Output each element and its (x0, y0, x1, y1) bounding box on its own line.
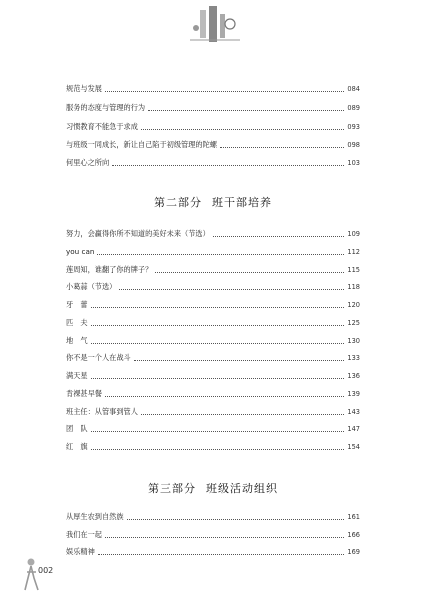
toc-page: 098 (347, 141, 360, 149)
toc-title: 服务的态度与管理的行为 (66, 103, 146, 112)
leader-dots (127, 519, 345, 520)
leader-dots (213, 236, 345, 237)
toc-page: 089 (347, 104, 360, 112)
toc-page: 169 (347, 548, 360, 556)
toc-entry[interactable] (66, 139, 360, 151)
leader-dots (91, 378, 345, 379)
leader-dots (98, 554, 345, 555)
toc-title: 红 旗 (66, 442, 88, 451)
leader-dots (119, 289, 344, 290)
part-name: 班级活动组织 (206, 482, 278, 495)
toc-page: 103 (347, 159, 360, 167)
part-label: 第三部分 (148, 482, 196, 495)
toc-entry[interactable] (66, 281, 360, 293)
leader-dots (134, 360, 345, 361)
toc-title: 肯裸甚早餐 (66, 389, 102, 398)
toc-title: 匹 夫 (66, 318, 88, 327)
toc-page: 084 (347, 85, 360, 93)
leader-dots (155, 272, 344, 273)
leader-dots (141, 129, 345, 130)
toc-page: 133 (347, 354, 360, 362)
leader-dots (91, 431, 345, 432)
toc-title: 与班级一同成长，新让自己陷于初级管理的陀螺 (66, 140, 217, 149)
toc-entry[interactable] (66, 102, 360, 114)
leader-dots (141, 414, 345, 415)
leader-dots (105, 396, 344, 397)
toc-page: 118 (347, 283, 360, 291)
toc-title: 规范与发展 (66, 84, 102, 93)
toc-title: 努力，会赢得你所不知道的美好未来（节选） (66, 229, 210, 238)
leader-dots (91, 449, 345, 450)
leader-dots (105, 91, 344, 92)
leader-dots (112, 165, 344, 166)
part-heading (0, 194, 426, 210)
toc-page: 109 (347, 230, 360, 238)
leader-dots (220, 147, 344, 148)
toc-entry[interactable] (66, 388, 360, 400)
toc-title: 从厚生农到自然族 (66, 512, 124, 521)
toc-title: 何里心之所向 (66, 158, 110, 167)
toc-entry[interactable] (66, 157, 360, 169)
toc-entry[interactable] (66, 335, 360, 347)
toc-page: 120 (347, 301, 360, 309)
toc-entry[interactable] (66, 406, 360, 418)
toc-entry[interactable] (66, 441, 360, 453)
toc-title: 习惯教育不能急于求成 (66, 122, 138, 131)
leader-dots (97, 254, 344, 255)
leader-dots (91, 325, 345, 326)
toc-title: 团 队 (66, 424, 88, 433)
toc-title: 你不是一个人在战斗 (66, 353, 131, 362)
toc-entry[interactable] (66, 423, 360, 435)
toc-entry[interactable] (66, 246, 360, 258)
toc-entry[interactable] (66, 529, 360, 541)
toc-entry[interactable] (66, 228, 360, 240)
toc-entry[interactable] (66, 264, 360, 276)
toc-page: 139 (347, 390, 360, 398)
toc-title: 我们在一起 (66, 530, 102, 539)
leader-dots (91, 307, 345, 308)
toc-page: 166 (347, 531, 360, 539)
part-label: 第二部分 (154, 196, 202, 209)
toc-title: 班主任：从管事到管人 (66, 407, 138, 416)
toc-title: 莲周知，谁翻了你的牌子？ (66, 265, 153, 274)
toc-page: 112 (347, 248, 360, 256)
toc-page: 161 (347, 513, 360, 521)
toc-entry[interactable] (66, 121, 360, 133)
toc-page: 115 (347, 266, 360, 274)
toc-title: you can (66, 247, 95, 256)
toc-page: 154 (347, 443, 360, 451)
toc-entry[interactable] (66, 370, 360, 382)
toc-title: 小葛蒜（节选） (66, 282, 117, 291)
toc-entry[interactable] (66, 83, 360, 95)
part-name: 班干部培养 (212, 196, 272, 209)
toc-page: 125 (347, 319, 360, 327)
toc-title: 满天星 (66, 371, 88, 380)
toc-title: 牙 蕾 (66, 300, 88, 309)
toc-title: 地 气 (66, 336, 88, 345)
toc-entry[interactable] (66, 546, 360, 558)
toc-page: 136 (347, 372, 360, 380)
toc-entry[interactable] (66, 317, 360, 329)
toc-page: 093 (347, 123, 360, 131)
toc-title: 娱乐精神 (66, 547, 95, 556)
header-ornament (186, 4, 244, 46)
leader-dots (148, 110, 344, 111)
toc-page: 147 (347, 425, 360, 433)
footer-figure-icon (22, 556, 44, 594)
leader-dots (105, 537, 344, 538)
leader-dots (91, 343, 345, 344)
toc-page: 130 (347, 337, 360, 345)
toc-entry[interactable] (66, 511, 360, 523)
page-number: 002 (38, 566, 54, 575)
part-heading (0, 480, 426, 496)
toc-entry[interactable] (66, 352, 360, 364)
toc-entry[interactable] (66, 299, 360, 311)
toc-page: 143 (347, 408, 360, 416)
